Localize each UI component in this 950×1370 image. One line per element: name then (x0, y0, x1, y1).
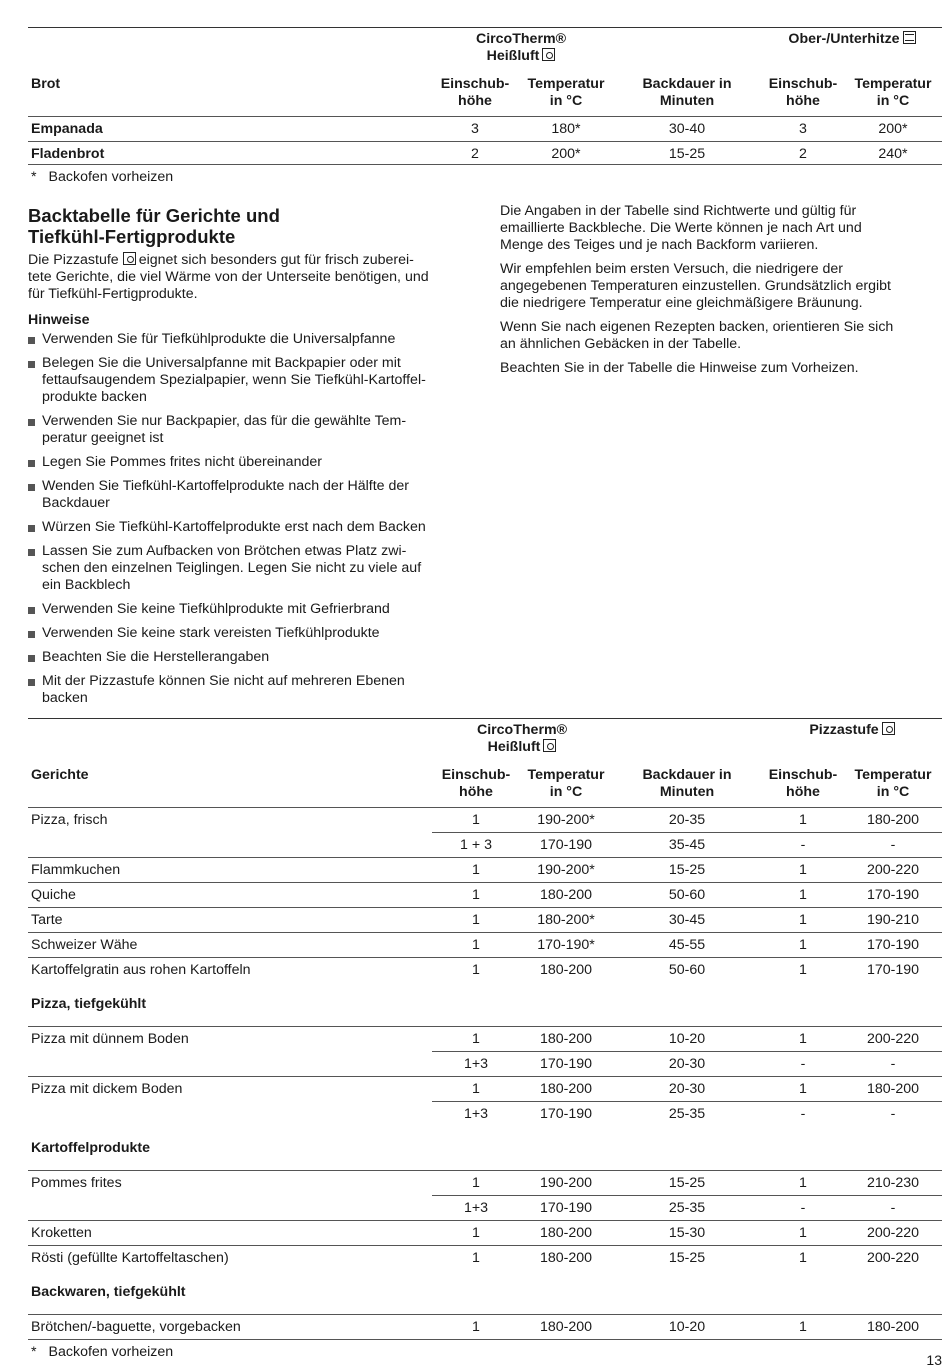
bullet-icon (28, 460, 35, 467)
bullet-icon (28, 631, 35, 638)
row-name: Pizza mit dickem Boden (28, 1077, 432, 1102)
top-bottom-heat-icon (903, 31, 916, 44)
cell-t1: 190-200* (520, 808, 612, 833)
cell-t2: 210-230 (844, 1171, 942, 1196)
page-number: 13 (926, 1352, 942, 1368)
pizza-level-icon (123, 252, 136, 265)
list-item: Verwenden Sie keine Tiefkühlprodukte mit Gefrierbrand (28, 601, 473, 618)
table-subrow (28, 1102, 942, 1127)
cell-d: 10-20 (612, 1315, 762, 1340)
table-row (28, 1171, 942, 1196)
pizza-level-icon (882, 722, 895, 735)
cell-t2: 180-200 (844, 1315, 942, 1340)
cell-e2: - (762, 1052, 844, 1077)
cell-t2: 200-220 (844, 1027, 942, 1052)
cell-e1: 1 (432, 958, 520, 983)
list-item: Lassen Sie zum Aufbacken von Brötchen etwas Platz zwi- schen den einzelnen Teiglingen. Legen Sie nicht zu viele auf ein Backblech (28, 543, 473, 594)
cell-t2: - (844, 1052, 942, 1077)
row-name: Tarte (28, 908, 432, 933)
section-label: Kartoffelprodukte (31, 1140, 151, 1156)
cell-t2: - (844, 1102, 942, 1127)
table-row (28, 1315, 942, 1340)
left-column (28, 205, 473, 714)
cell-t2: - (844, 1196, 942, 1221)
bullet-icon (28, 655, 35, 662)
section-label: Pizza, tiefgekühlt (31, 996, 147, 1012)
bullet-icon (28, 549, 35, 556)
cell-t2: 200-220 (844, 858, 942, 883)
cell-e1: 1 (432, 858, 520, 883)
cell-d: 25-35 (612, 1196, 762, 1221)
table-row (28, 933, 942, 958)
bullet-icon (28, 419, 35, 426)
cell-e1: 1 (432, 908, 520, 933)
column-header-einschub-2: Einschub- höhe (768, 76, 838, 109)
cell-t1: 170-190 (520, 1052, 612, 1077)
list-item: Würzen Sie Tiefkühl-Kartoffelprodukte erst nach dem Backen (28, 519, 473, 536)
table1-body (28, 117, 942, 167)
cell-d: 50-60 (612, 883, 762, 908)
cell-e2: 1 (762, 1315, 844, 1340)
circotherm-group-label: CircoTherm® Heißluft (476, 722, 568, 755)
bullet-icon (28, 679, 35, 686)
row-name: Kroketten (28, 1221, 432, 1246)
cell-t2: 200-220 (844, 1246, 942, 1271)
table2-column-header (28, 756, 942, 808)
section-row (28, 982, 942, 1027)
row-name: Rösti (gefüllte Kartoffeltaschen) (28, 1246, 432, 1271)
hinweise-list (28, 331, 473, 707)
cell-t1: 180-200* (520, 908, 612, 933)
cell-d: 15-30 (612, 1221, 762, 1246)
intro-paragraph: Die Pizzastufe eignet sich besonders gut für frisch zuberei- tete Gerichte, die viel Wärme von der Unterseite benötigen, und für Tiefkühl-Fertigprodukte. (28, 252, 429, 302)
cell-d: 45-55 (612, 933, 762, 958)
cell-e1: 1 (432, 883, 520, 908)
column-header-temperatur: Temperatur in °C (527, 767, 605, 800)
row-name (28, 1102, 432, 1127)
table-row (28, 1077, 942, 1102)
list-item: Wenden Sie Tiefkühl-Kartoffelprodukte nach der Hälfte der Backdauer (28, 478, 473, 512)
cell-d: 15-25 (612, 1246, 762, 1271)
cell-e2: 1 (762, 1171, 844, 1196)
cell-d: 50-60 (612, 958, 762, 983)
table1-column-header (28, 65, 942, 117)
cell-d: 30-45 (612, 908, 762, 933)
list-item: Verwenden Sie keine stark vereisten Tiefkühlprodukte (28, 625, 473, 642)
table-row (28, 858, 942, 883)
cell-t1: 180-200 (520, 1077, 612, 1102)
cell-e1: 1 (432, 1027, 520, 1052)
cell-e2: 1 (762, 1027, 844, 1052)
info-paragraph: Wenn Sie nach eigenen Rezepten backen, orientieren Sie sich an ähnlichen Gebäcken in der Tabelle. (500, 319, 894, 352)
baking-table-gerichte (28, 722, 942, 1339)
cell-d: 15-25 (612, 858, 762, 883)
row-name (28, 1196, 432, 1221)
table1-bottom-rule (28, 164, 942, 165)
cell-t1: 180-200 (520, 1027, 612, 1052)
cell-t2: 190-210 (844, 908, 942, 933)
column-header-gerichte: Gerichte (31, 767, 89, 783)
cell-e1: 1 (432, 933, 520, 958)
column-header-backdauer: Backdauer in Minuten (642, 767, 732, 800)
info-paragraph: Wir empfehlen beim ersten Versuch, die niedrigere der angegebenen Temperaturen einzustellen. Grundsätzlich ergibt die niedrigere Temperatur eine gleichmäßigere Bräunung. (500, 261, 891, 311)
list-item: Verwenden Sie für Tiefkühlprodukte die Universalpfanne (28, 331, 473, 348)
section-label: Backwaren, tiefgekühlt (31, 1284, 186, 1300)
right-column (500, 203, 945, 377)
cell-e1: 1 (432, 1221, 520, 1246)
cell-t1: 190-200* (520, 858, 612, 883)
cell-t2: 170-190 (844, 883, 942, 908)
section-row (28, 1270, 942, 1315)
table-row (28, 958, 942, 983)
table2-bottom-rule (28, 1339, 942, 1340)
row-name: Flammkuchen (28, 858, 432, 883)
cell-e2: - (762, 833, 844, 858)
row-name: Kartoffelgratin aus rohen Kartoffeln (28, 958, 432, 983)
cell-d: 10-20 (612, 1027, 762, 1052)
row-name: Pommes frites (28, 1171, 432, 1196)
ober-unterhitze-group-label: Ober-/Unterhitze (762, 31, 942, 65)
cell-d: 20-30 (612, 1052, 762, 1077)
cell-d: 20-30 (612, 1077, 762, 1102)
section-heading: Backtabelle für Gerichte und Tiefkühl-Fertigprodukte (28, 205, 280, 247)
table1-footnote: * Backofen vorheizen (31, 169, 174, 185)
table-subrow (28, 833, 942, 858)
cell-d: 20-35 (612, 808, 762, 833)
cell-e2: 1 (762, 1221, 844, 1246)
cell-e2: 1 (762, 1077, 844, 1102)
table1-group-header (28, 31, 942, 65)
row-name: Brötchen/-baguette, vorgebacken (28, 1315, 432, 1340)
cell-e1: 1+3 (432, 1052, 520, 1077)
table2-body (28, 808, 942, 1340)
cell-t1: 170-190 (520, 833, 612, 858)
cell-e2: 1 (762, 883, 844, 908)
info-paragraph: Die Angaben in der Tabelle sind Richtwerte und gültig für emaillierte Backbleche. Die Werte können je nach Art und Menge des Teiges und je nach Backform variieren. (500, 203, 862, 253)
info-paragraph: Beachten Sie in der Tabelle die Hinweise zum Vorheizen. (500, 360, 859, 376)
table-row (28, 1221, 942, 1246)
section-row (28, 1126, 942, 1171)
cell-e1: 1+3 (432, 1102, 520, 1127)
cell-t2: - (844, 833, 942, 858)
cell-e1: 1 (432, 1315, 520, 1340)
cell-t1: 180-200 (520, 883, 612, 908)
list-item: Legen Sie Pommes frites nicht übereinander (28, 454, 473, 471)
column-header-temperatur-2: Temperatur in °C (854, 767, 932, 800)
cell-e2: 1 (762, 908, 844, 933)
table-row (28, 1246, 942, 1271)
circotherm-group-label: CircoTherm® Heißluft (475, 31, 567, 64)
column-header-brot: Brot (31, 76, 61, 92)
fan-icon (542, 48, 555, 61)
table2-top-rule (28, 718, 942, 719)
table-row: Empanada 3 180* 30-40 3 200* (28, 117, 942, 142)
cell-e1: 1 (432, 1077, 520, 1102)
cell-e2: 1 (762, 933, 844, 958)
cell-t1: 180-200 (520, 1221, 612, 1246)
cell-e1: 1 (432, 808, 520, 833)
cell-t2: 180-200 (844, 808, 942, 833)
row-name: Pizza, frisch (28, 808, 432, 833)
table1-top-rule (28, 27, 942, 28)
cell-t2: 180-200 (844, 1077, 942, 1102)
cell-t1: 180-200 (520, 1315, 612, 1340)
cell-d: 35-45 (612, 833, 762, 858)
table-subrow (28, 1196, 942, 1221)
bullet-icon (28, 607, 35, 614)
baking-table-brot (28, 31, 942, 166)
cell-t1: 180-200 (520, 958, 612, 983)
table-subrow (28, 1052, 942, 1077)
cell-t2: 170-190 (844, 958, 942, 983)
cell-e2: 1 (762, 858, 844, 883)
cell-d: 15-25 (612, 1171, 762, 1196)
column-header-einschub: Einschub- höhe (441, 767, 511, 800)
cell-e2: - (762, 1102, 844, 1127)
row-name: Schweizer Wähe (28, 933, 432, 958)
table-row: Fladenbrot 2 200* 15-25 2 240* (28, 142, 942, 167)
cell-e1: 1 + 3 (432, 833, 520, 858)
bullet-icon (28, 484, 35, 491)
cell-t1: 170-190 (520, 1102, 612, 1127)
cell-t1: 190-200 (520, 1171, 612, 1196)
hinweise-title: Hinweise (28, 312, 90, 328)
cell-e2: 1 (762, 808, 844, 833)
column-header-backdauer: Backdauer in Minuten (642, 76, 732, 109)
cell-t2: 200-220 (844, 1221, 942, 1246)
row-name: Quiche (28, 883, 432, 908)
column-header-temperatur-2: Temperatur in °C (854, 76, 932, 109)
row-name (28, 833, 432, 858)
row-name (28, 1052, 432, 1077)
fan-icon (543, 739, 556, 752)
list-item: Verwenden Sie nur Backpapier, das für die gewählte Tem- peratur geeignet ist (28, 413, 473, 447)
column-header-einschub: Einschub- höhe (440, 76, 510, 109)
bullet-icon (28, 361, 35, 368)
table-row (28, 908, 942, 933)
bullet-icon (28, 337, 35, 344)
cell-e2: 1 (762, 958, 844, 983)
cell-e2: 1 (762, 1246, 844, 1271)
cell-t1: 170-190* (520, 933, 612, 958)
column-header-temperatur: Temperatur in °C (527, 76, 605, 109)
table-row (28, 883, 942, 908)
cell-e1: 1 (432, 1171, 520, 1196)
cell-t2: 170-190 (844, 933, 942, 958)
table-row (28, 1027, 942, 1052)
pizzastufe-group-label: Pizzastufe (762, 722, 942, 756)
list-item: Belegen Sie die Universalpfanne mit Backpapier oder mit fettaufsaugendem Spezialpapier, wenn Sie Tiefkühl-Kartoffel- produkte backen (28, 355, 473, 406)
cell-d: 25-35 (612, 1102, 762, 1127)
table2-group-header (28, 722, 942, 756)
bullet-icon (28, 525, 35, 532)
cell-e1: 1 (432, 1246, 520, 1271)
table2-footnote: * Backofen vorheizen (31, 1344, 174, 1360)
list-item: Beachten Sie die Herstellerangaben (28, 649, 473, 666)
cell-t1: 180-200 (520, 1246, 612, 1271)
cell-e1: 1+3 (432, 1196, 520, 1221)
cell-t1: 170-190 (520, 1196, 612, 1221)
table-row (28, 808, 942, 833)
row-name: Pizza mit dünnem Boden (28, 1027, 432, 1052)
list-item: Mit der Pizzastufe können Sie nicht auf mehreren Ebenen backen (28, 673, 473, 707)
cell-e2: - (762, 1196, 844, 1221)
column-header-einschub-2: Einschub- höhe (768, 767, 838, 800)
